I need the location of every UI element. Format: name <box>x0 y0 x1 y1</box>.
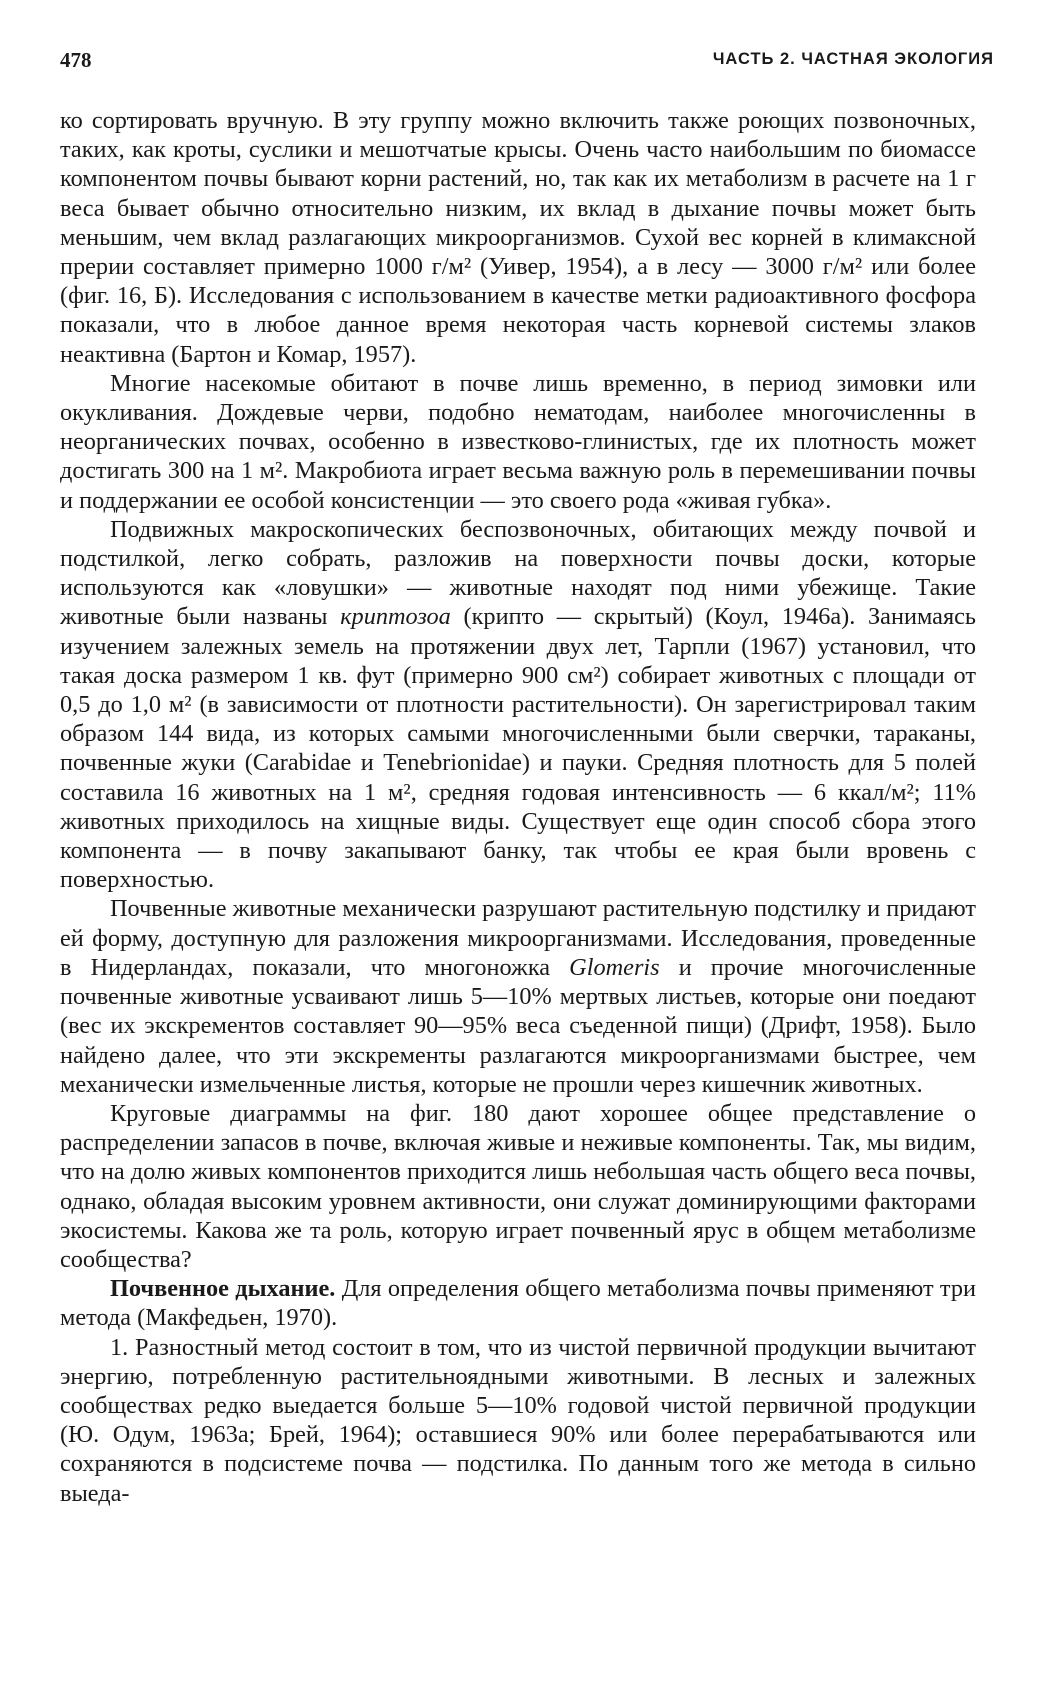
paragraph-4 <box>60 894 976 1098</box>
paragraph-text: и прочие многочисленные почвенные животные усваивают лишь 5—10% мертвых листьев, которые они поедают (вес их экскрементов составляет 90—95% веса съеденной пищи) (Дрифт, 1958). Было найдено далее, что эти экскременты разлагаются микроорганизмами быстрее, чем механически измельченные листья, которые не прошли через кишечник животных. <box>60 953 976 1098</box>
section-heading-soil-respiration: Почвенное дыхание. <box>110 1275 336 1303</box>
paragraph-2 <box>60 369 976 515</box>
paragraph-6 <box>60 1274 976 1332</box>
paragraph-text: ко сортировать вручную. В эту группу можно включить также роющих позвоночных, таких, как кроты, суслики и мешотчатые крысы. Очень часто наибольшим по биомассе компонентом почвы бывают корни растений, но, так как их метаболизм в расчете на 1 г веса бывает обычно относительно низким, их вклад в дыхание почвы может быть меньшим, чем вклад разлагающих микроорганизмов. Сухой вес корней в климаксной прерии составляет примерно 1000 г/м² (Уивер, 1954), а в лесу — 3000 г/м² или более (фиг. 16, Б). Исследования с использованием в качестве метки радиоактивного фосфора показали, что в любое данное время некоторая часть корневой системы злаков неактивна (Бартон и Комар, 1957). <box>60 107 976 368</box>
paragraph-5 <box>60 1099 976 1274</box>
paragraph-text: Почвенные животные механически разрушают растительную подстилку и придают ей форму, доступную для разложения микроорганизмами. Исследования, проведенные в Нидерландах, показали, что многоножка <box>60 895 976 981</box>
body-text <box>60 106 976 1508</box>
running-head: ЧАСТЬ 2. ЧАСТНАЯ ЭКОЛОГИЯ <box>712 50 994 68</box>
paragraph-text: (крипто — скрытый) (Коул, 1946а). Занимаясь изучением залежных земель на протяжении двух лет, Тарпли (1967) установил, что такая доска размером 1 кв. фут (примерно 900 см²) собирает животных с площади от 0,5 до 1,0 м² (в зависимости от плотности растительности). Он зарегистрировал таким образом 144 вида, из которых самыми многочисленными были сверчки, тараканы, почвенные жуки (Carabidae и Tenebrionidae) и пауки. Средняя плотность для 5 полей составила 16 животных на 1 м², средняя годовая интенсивность — 6 ккал/м²; 11% животных приходилось на хищные виды. Существует еще один способ сбора этого компонента — в почву закапывают банку, так чтобы ее края были вровень с поверхностью. <box>60 603 976 894</box>
paragraph-7 <box>60 1333 976 1508</box>
paragraph-1 <box>60 106 976 369</box>
italic-term-glomeris: Glomeris <box>569 953 660 981</box>
paragraph-3 <box>60 515 976 895</box>
page-header <box>60 48 994 80</box>
paragraph-text: Круговые диаграммы на фиг. 180 дают хорошее общее представление о распределении запасов в почве, включая живые и неживые компоненты. Так, мы видим, что на долю живых компонентов приходится лишь небольшая часть общего веса почвы, однако, обладая высоким уровнем активности, они служат доминирующими факторами экосистемы. Какова же та роль, которую играет почвенный ярус в общем метаболизме сообщества? <box>60 1099 976 1273</box>
paragraph-text: Подвижных макроскопических беспозвоночных, обитающих между почвой и подстилкой, легко собрать, разложив на поверхности почвы доски, которые используются как «ловушки» — животные находят под ними убежище. Такие животные были названы <box>60 515 976 631</box>
paragraph-text: Для определения общего метаболизма почвы применяют три метода (Макфедьен, 1970). <box>60 1275 976 1332</box>
italic-term-kriptozoa: криптозоа <box>340 603 451 631</box>
page-number: 478 <box>60 48 92 72</box>
paragraph-text: 1. Разностный метод состоит в том, что из чистой первичной продукции вычитают энергию, потребленную растительноядными животными. В лесных и залежных сообществах редко выедается больше 5—10% годовой чистой первичной продукции (Ю. Одум, 1963а; Брей, 1964); оставшиеся 90% или более перерабатываются или сохраняются в подсистеме почва — подстилка. По данным того же метода в сильно выеда- <box>60 1333 976 1507</box>
paragraph-text: Многие насекомые обитают в почве лишь временно, в период зимовки или окукливания. Дождевые черви, подобно нематодам, наиболее многочисленны в неорганических почвах, особенно в известково-глинистых, где их плотность может достигать 300 на 1 м². Макробиота играет весьма важную роль в перемешивании почвы и поддержании ее особой консистенции — это своего рода «живая губка». <box>60 369 976 514</box>
